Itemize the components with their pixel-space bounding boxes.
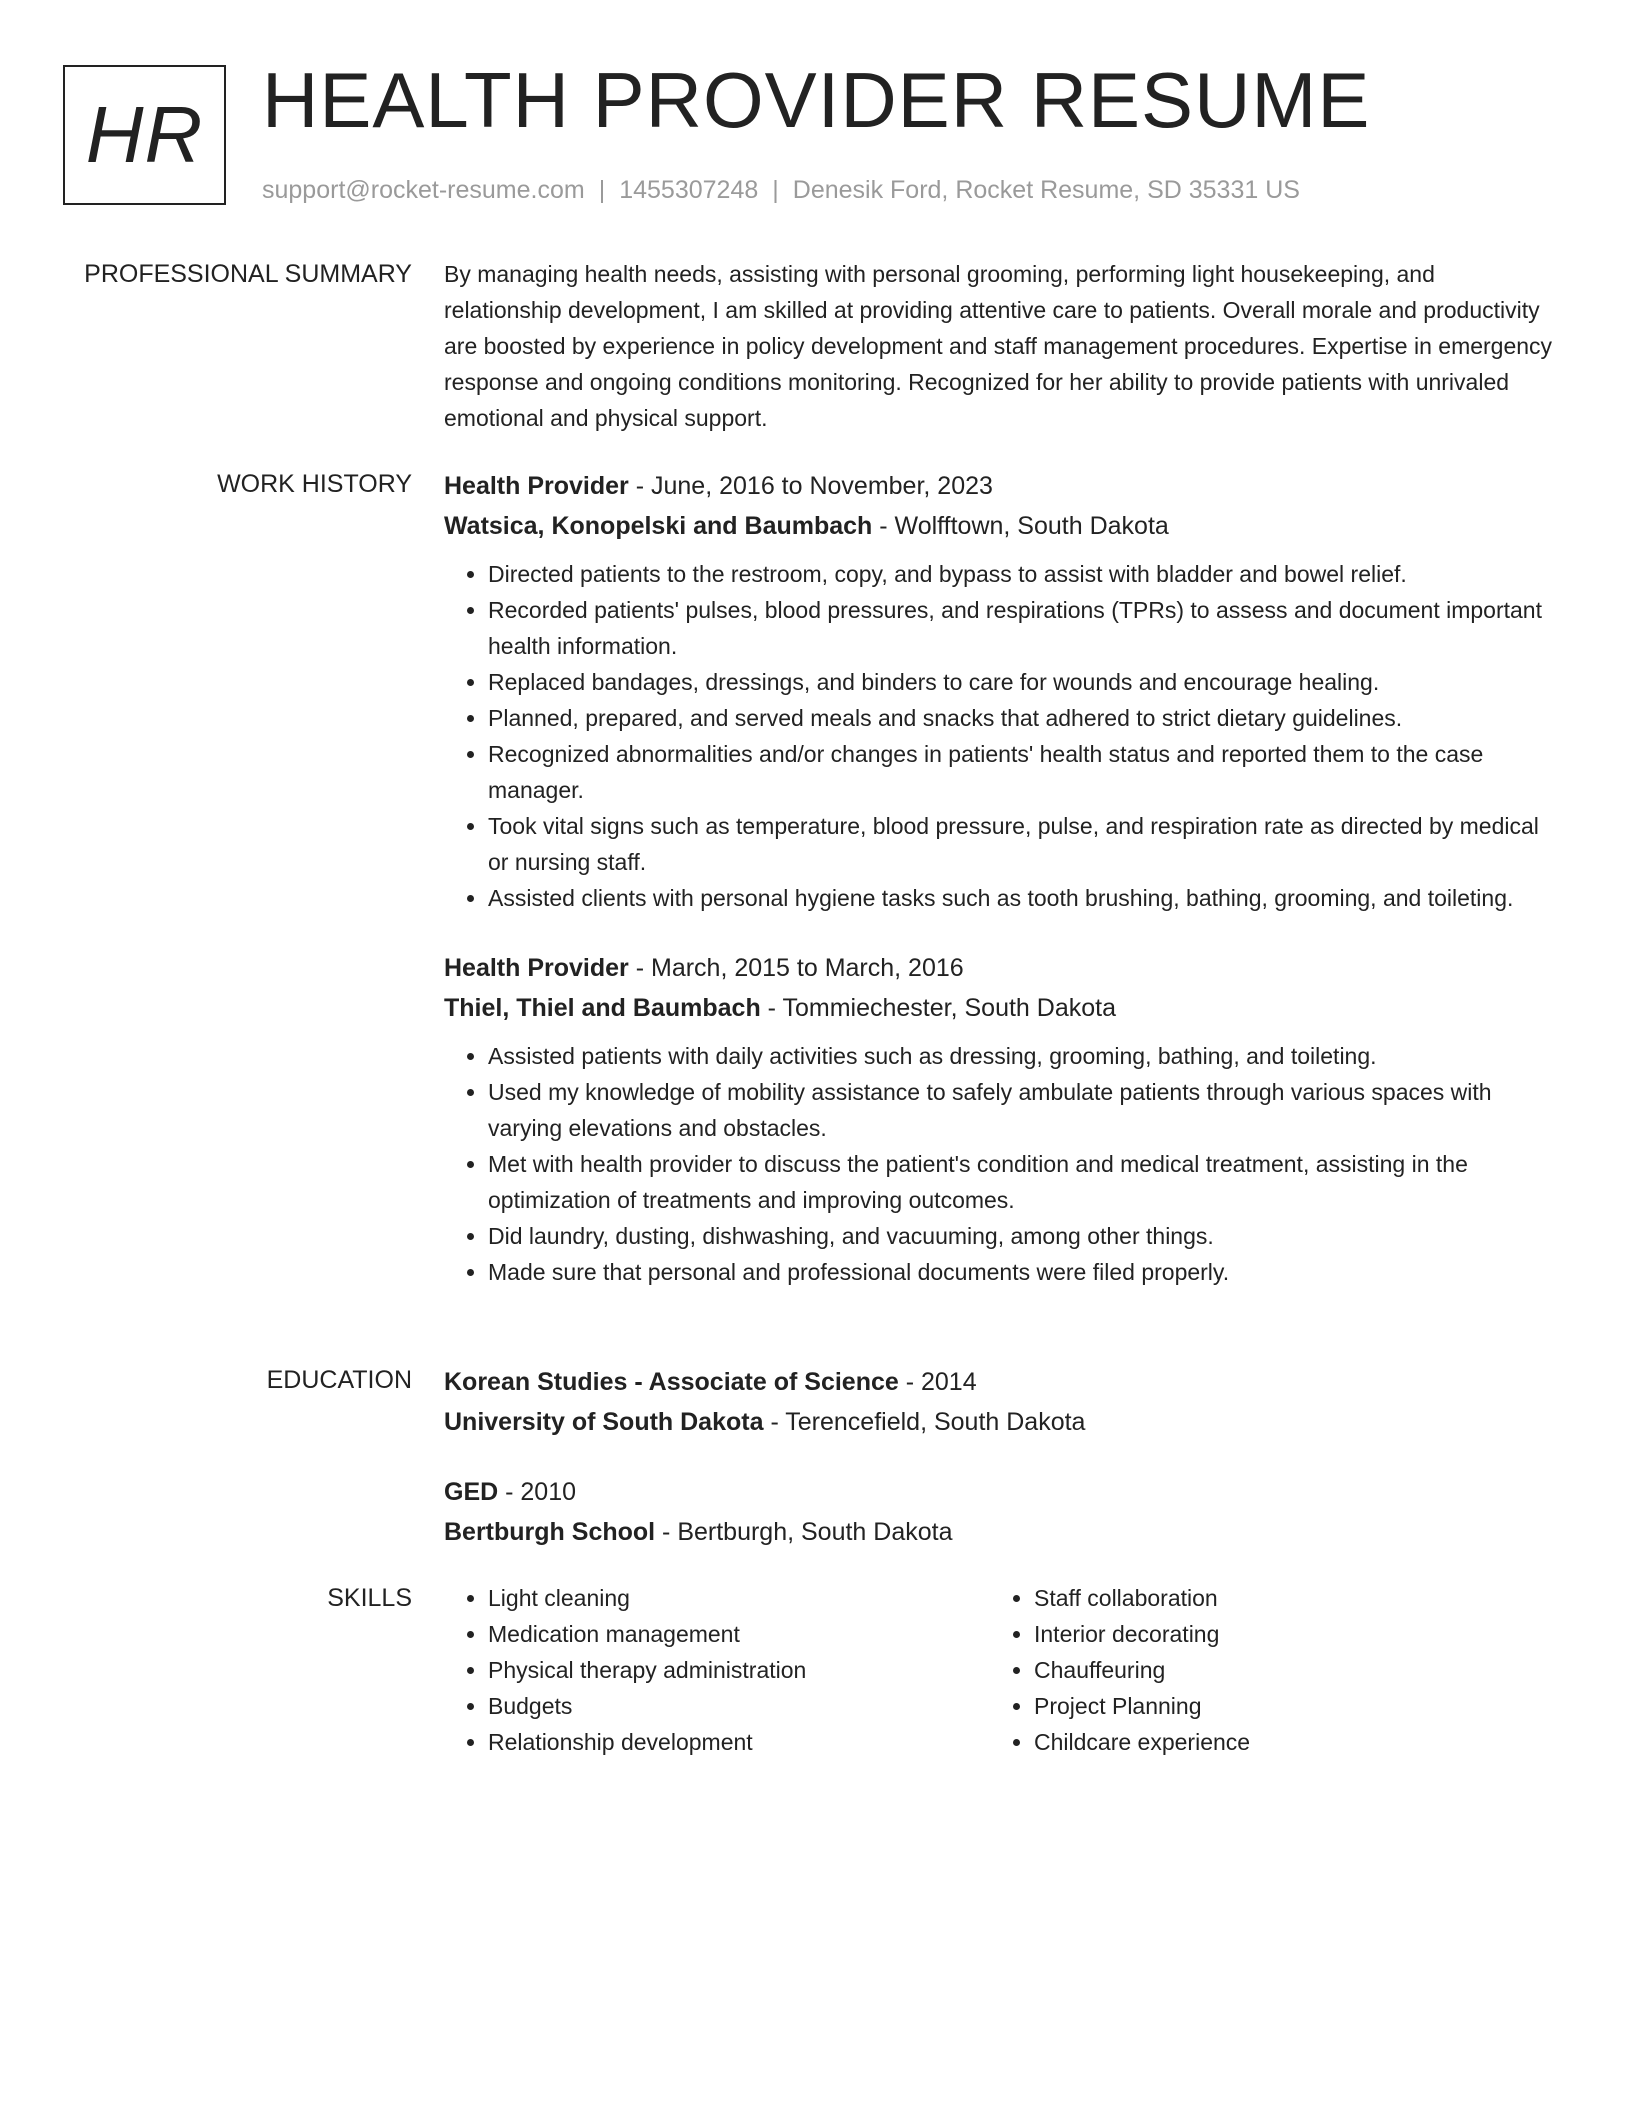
- list-item: • Planned, prepared, and served meals and snacks that adhered to strict dietary guidelines.: [488, 700, 1554, 736]
- job-title: Health Provider: [444, 954, 629, 982]
- job-dates: - June, 2016 to November, 2023: [628, 472, 993, 500]
- contact-separator: |: [598, 176, 606, 204]
- job-bullets: [444, 1038, 1554, 1290]
- list-item: • Staff collaboration: [1034, 1580, 1534, 1616]
- education-degree: Korean Studies - Associate of Science: [444, 1368, 899, 1396]
- contact-phone: 1455307248: [619, 176, 759, 204]
- list-item: • Did laundry, dusting, dishwashing, and vacuuming, among other things.: [488, 1218, 1554, 1254]
- list-item: • Directed patients to the restroom, copy, and bypass to assist with bladder and bowel relief.: [488, 556, 1554, 592]
- work-label: WORK HISTORY: [217, 470, 412, 498]
- education-entry: [444, 1472, 1554, 1552]
- job-company-line: [444, 988, 1554, 1028]
- list-item: • Recorded patients' pulses, blood pressures, and respirations (TPRs) to assess and document important health information.: [488, 592, 1554, 664]
- education-school-line: [444, 1512, 1554, 1552]
- list-item: • Assisted patients with daily activities such as dressing, grooming, bathing, and toileting.: [488, 1038, 1554, 1074]
- page-title: HEALTH PROVIDER RESUME: [262, 56, 1371, 144]
- list-item: • Interior decorating: [1034, 1616, 1534, 1652]
- job-title-line: [444, 948, 1554, 988]
- education-label: EDUCATION: [266, 1366, 412, 1394]
- education-location: - Bertburgh, South Dakota: [655, 1518, 953, 1546]
- job-location: - Tommiechester, South Dakota: [760, 994, 1116, 1022]
- job-company: Thiel, Thiel and Baumbach: [444, 994, 761, 1022]
- job-title-line: [444, 466, 1554, 506]
- contact-line: [262, 172, 1300, 208]
- list-item: • Used my knowledge of mobility assistance to safely ambulate patients through various spaces with varying elevations and obstacles.: [488, 1074, 1554, 1146]
- skills-label: SKILLS: [327, 1584, 412, 1612]
- contact-separator: |: [772, 176, 779, 204]
- list-item: • Light cleaning: [488, 1580, 988, 1616]
- list-item: • Relationship development: [488, 1724, 988, 1760]
- job-dates: - March, 2015 to March, 2016: [628, 954, 964, 982]
- list-item: • Budgets: [488, 1688, 988, 1724]
- job-entry: [444, 466, 1554, 916]
- contact-email: support@rocket-resume.com: [262, 176, 585, 204]
- skills-columns: [444, 1580, 1554, 1760]
- education-degree-line: [444, 1472, 1554, 1512]
- education-degree-line: [444, 1362, 1554, 1402]
- list-item: • Made sure that personal and professional documents were filed properly.: [488, 1254, 1554, 1290]
- education-year: - 2014: [898, 1368, 977, 1396]
- skills-list-left: [444, 1580, 988, 1760]
- summary-label: PROFESSIONAL SUMMARY: [84, 260, 412, 288]
- list-item: • Childcare experience: [1034, 1724, 1534, 1760]
- education-school: University of South Dakota: [444, 1408, 764, 1436]
- list-item: • Met with health provider to discuss the patient's condition and medical treatment, assisting in the optimization of treatments and improving outcomes.: [488, 1146, 1554, 1218]
- contact-address: Denesik Ford, Rocket Resume, SD 35331 US: [792, 176, 1300, 204]
- job-company-line: [444, 506, 1554, 546]
- job-entry: [444, 948, 1554, 1290]
- education-degree: GED: [444, 1478, 499, 1506]
- monogram-logo: HR: [63, 65, 226, 205]
- skills-list-right: [990, 1580, 1534, 1760]
- list-item: • Assisted clients with personal hygiene tasks such as tooth brushing, bathing, grooming, and toileting.: [488, 880, 1554, 916]
- list-item: • Replaced bandages, dressings, and binders to care for wounds and encourage healing.: [488, 664, 1554, 700]
- list-item: • Recognized abnormalities and/or changes in patients' health status and reported them to the case manager.: [488, 736, 1554, 808]
- job-company: Watsica, Konopelski and Baumbach: [444, 512, 873, 540]
- education-location: - Terencefield, South Dakota: [763, 1408, 1086, 1436]
- job-title: Health Provider: [444, 472, 629, 500]
- list-item: • Took vital signs such as temperature, blood pressure, pulse, and respiration rate as directed by medical or nursing staff.: [488, 808, 1554, 880]
- education-school: Bertburgh School: [444, 1518, 656, 1546]
- job-bullets: [444, 556, 1554, 916]
- summary-text: By managing health needs, assisting with personal grooming, performing light housekeeping, and relationship development, I am skilled at providing attentive care to patients. Overall morale and productivity are boosted by experience in policy development and staff management procedures. Expertise in emergency response and ongoing conditions monitoring. Recognized for her ability to provide patients with unrivaled emotional and physical support.: [444, 261, 1553, 431]
- list-item: • Chauffeuring: [1034, 1652, 1534, 1688]
- education-entry: [444, 1362, 1554, 1442]
- list-item: • Physical therapy administration: [488, 1652, 988, 1688]
- education-year: - 2010: [498, 1478, 577, 1506]
- list-item: • Medication management: [488, 1616, 988, 1652]
- list-item: • Project Planning: [1034, 1688, 1534, 1724]
- job-location: - Wolfftown, South Dakota: [872, 512, 1169, 540]
- education-school-line: [444, 1402, 1554, 1442]
